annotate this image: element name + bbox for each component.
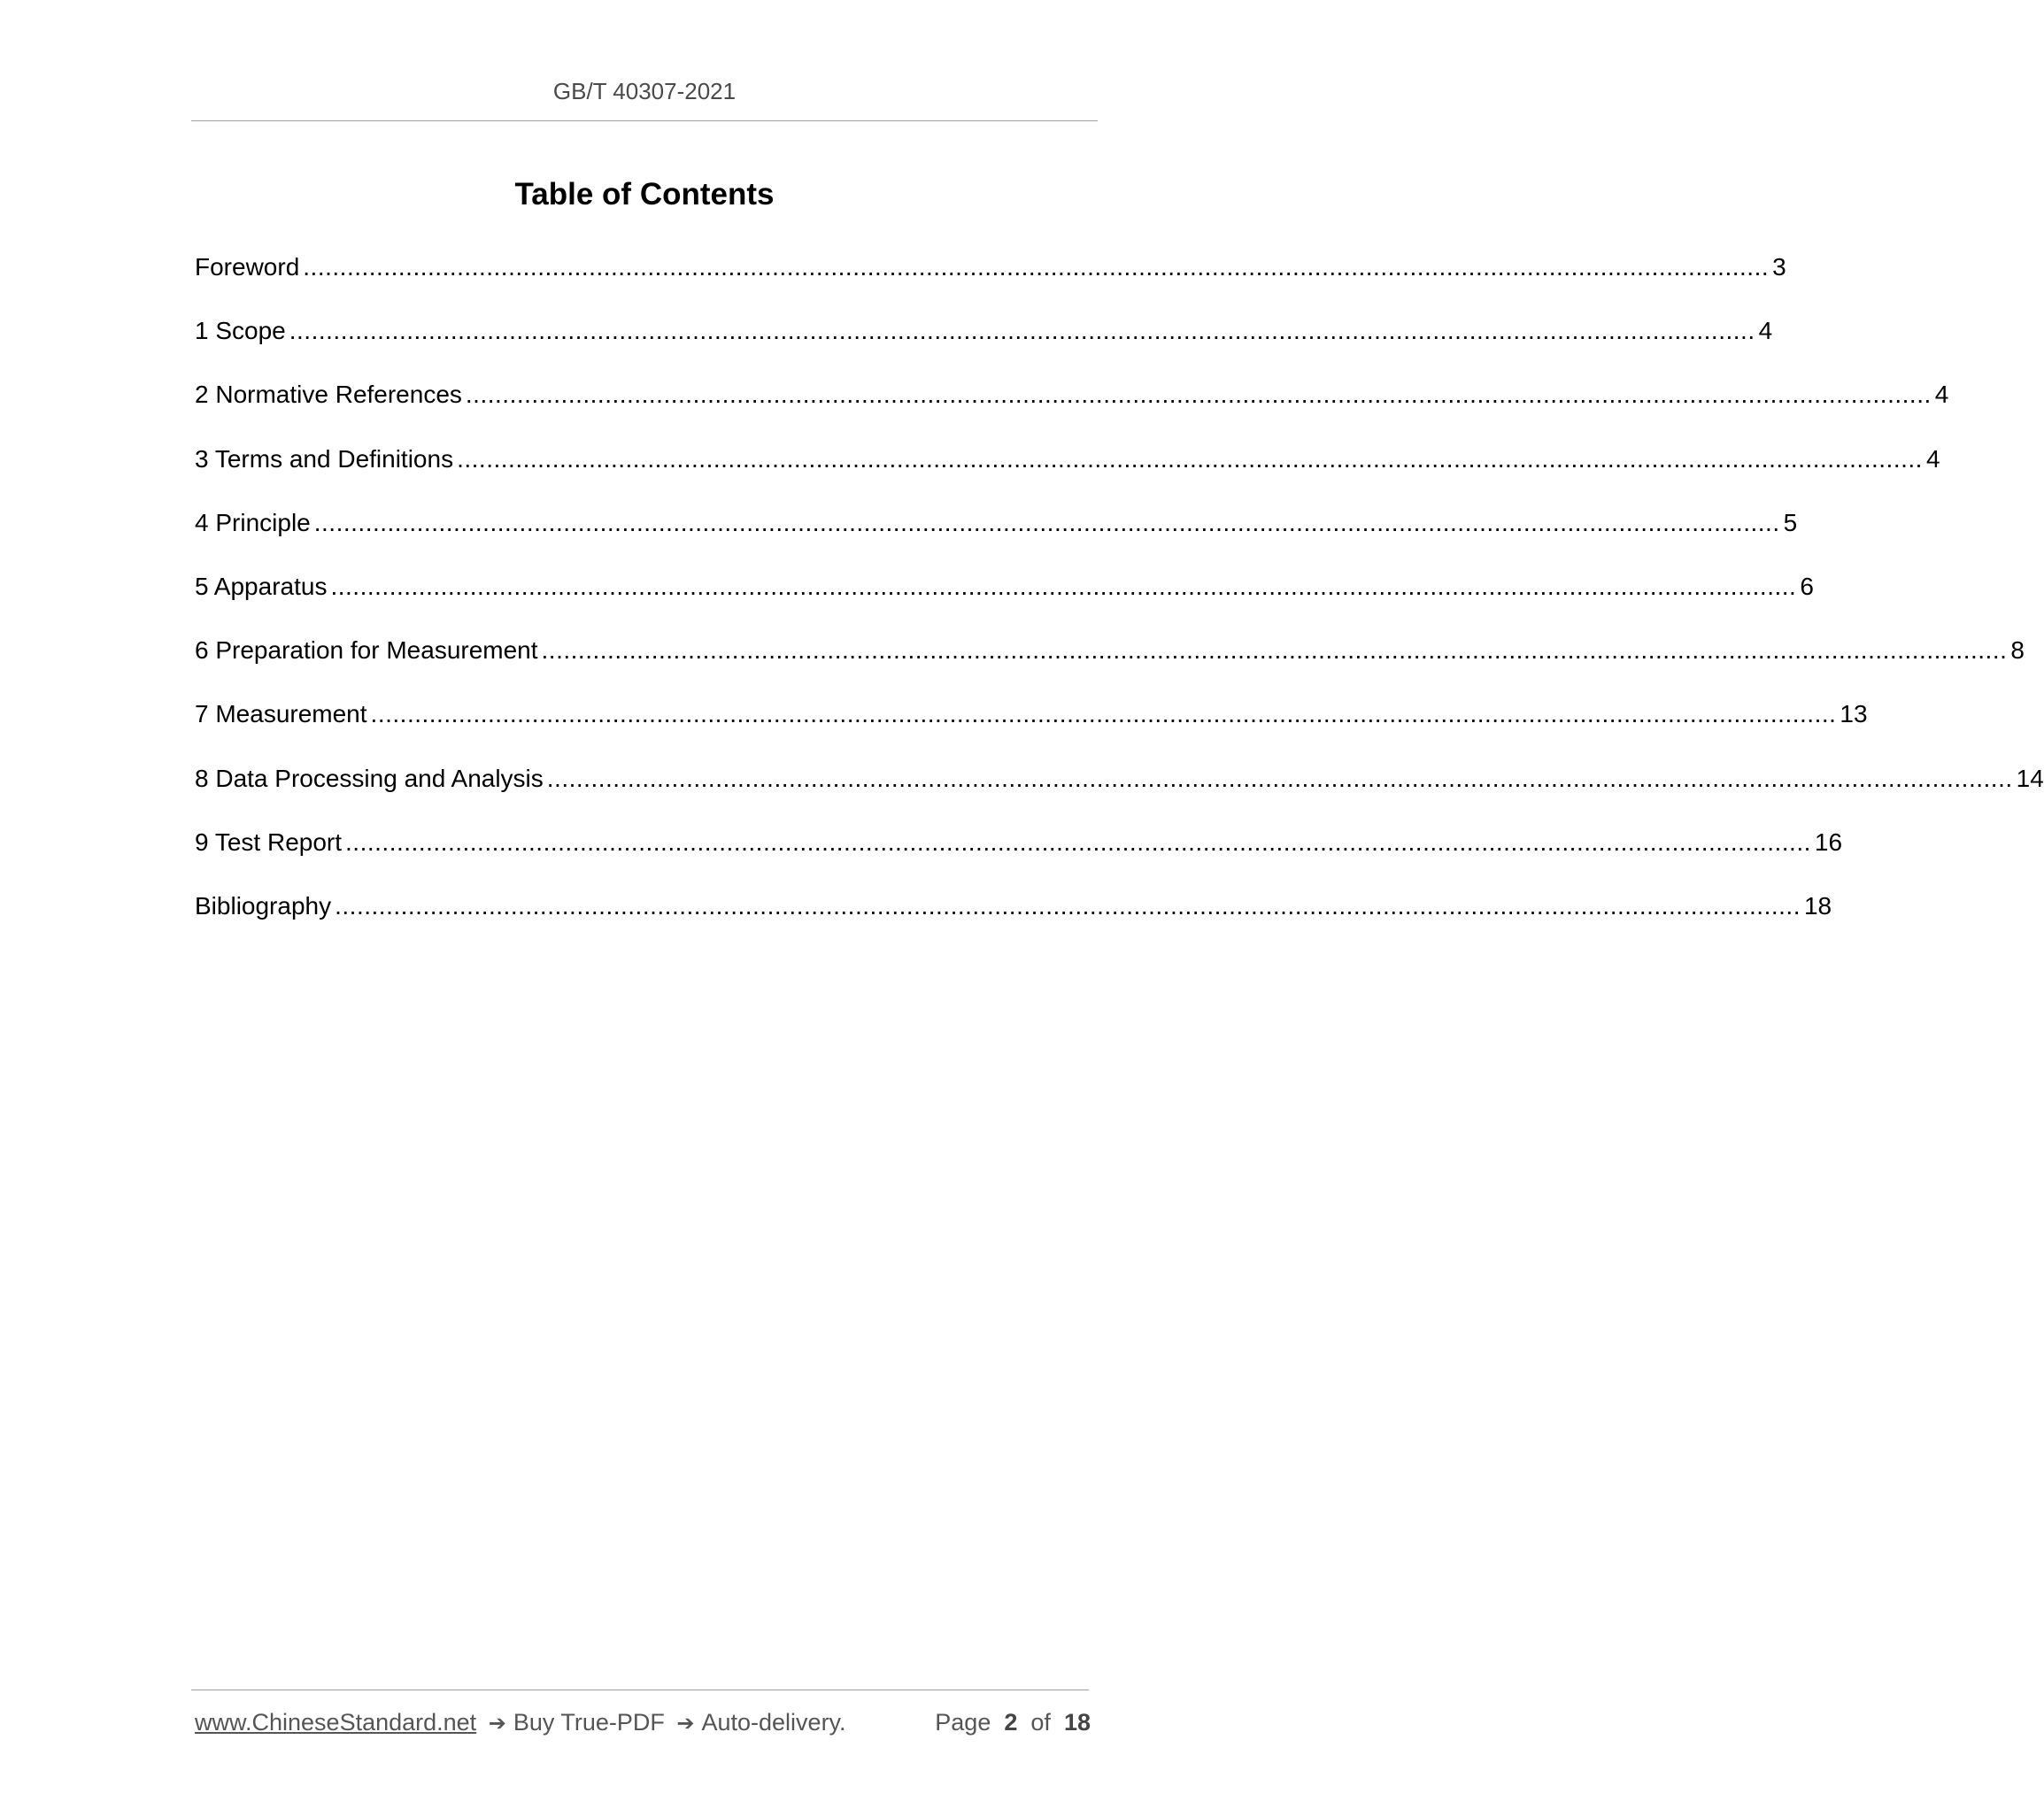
toc-entry-label[interactable]: 8 Data Processing and Analysis [195,764,544,792]
page-word: Page [935,1709,991,1736]
toc-entry-bibliography[interactable] [195,889,1832,952]
page-footer [195,1706,1091,1738]
toc-entry-label[interactable]: 6 Preparation for Measurement [195,636,538,665]
footer-promo [195,1706,846,1740]
toc-entry-normative-references[interactable] [195,377,1949,441]
dot-leader: ........................................................................................................................................................................................................ [457,444,1923,473]
of-word: of [1030,1709,1051,1736]
dot-leader: ........................................................................................................................................................................................................ [465,381,1932,409]
toc-entry-page[interactable]: 8 [2010,636,2025,665]
toc-entry-page[interactable]: 16 [1814,828,1843,856]
footer-delivery-text: Auto-delivery. [701,1709,846,1736]
page-number [935,1706,1091,1738]
dot-leader: ........................................................................................................................................................................................................ [335,891,1801,920]
toc-entry-scope[interactable] [195,313,1773,377]
toc-entry-page[interactable]: 4 [1758,317,1773,345]
toc-entry-terms-and-definitions[interactable] [195,442,1940,505]
toc-entry-page[interactable]: 4 [1925,444,1940,473]
toc-entry-label[interactable]: 1 Scope [195,317,286,345]
toc-entry-label[interactable]: Bibliography [195,891,332,920]
toc-entry-label[interactable]: Foreword [195,253,300,281]
website-link[interactable]: www.ChineseStandard.net [195,1709,477,1736]
toc-entry-label[interactable]: 4 Principle [195,508,311,536]
dot-leader: ........................................................................................................................................................................................................ [289,317,1755,345]
footer-buy-text: Buy True-PDF [513,1709,665,1736]
toc-entry-measurement[interactable] [195,697,1868,760]
toc-entry-page[interactable]: 4 [1934,381,1949,409]
running-header: GB/T 40307-2021 [552,78,737,104]
toc-entry-test-report[interactable] [195,825,1843,889]
toc-entry-page[interactable]: 5 [1783,508,1798,536]
right-arrow-icon: ➔ [676,1712,695,1736]
toc-entry-label[interactable]: 2 Normative References [195,381,462,409]
toc-entry-data-processing-and-analysis[interactable] [195,761,2044,825]
toc-entry-preparation-for-measurement[interactable] [195,633,2025,697]
header-divider [191,120,1098,121]
toc-entry-foreword[interactable] [195,250,1786,313]
dot-leader: ........................................................................................................................................................................................................ [303,253,1770,281]
toc-entry-principle[interactable] [195,505,1798,569]
toc-entry-label[interactable]: 3 Terms and Definitions [195,444,454,473]
dot-leader: ........................................................................................................................................................................................................ [330,572,1797,600]
total-pages-number: 18 [1063,1709,1091,1736]
toc-entry-page[interactable]: 3 [1772,253,1786,281]
dot-leader: ........................................................................................................................................................................................................ [370,700,1837,728]
dot-leader: ........................................................................................................................................................................................................ [546,764,2013,792]
toc-entry-label[interactable]: 9 Test Report [195,828,343,856]
toc-entry-page[interactable]: 18 [1803,891,1832,920]
dot-leader: ........................................................................................................................................................................................................ [313,508,1780,536]
toc-entry-apparatus[interactable] [195,569,1814,633]
toc-title: Table of Contents [514,177,775,212]
dot-leader: ........................................................................................................................................................................................................ [345,828,1811,856]
toc-entry-page[interactable]: 14 [2016,764,2044,792]
dot-leader: ........................................................................................................................................................................................................ [541,636,2008,665]
toc-entry-page[interactable]: 13 [1840,700,1868,728]
toc-list [195,250,2044,952]
right-arrow-icon: ➔ [488,1712,506,1736]
toc-entry-label[interactable]: 7 Measurement [195,700,367,728]
toc-entry-page[interactable]: 6 [1800,572,1814,600]
toc-entry-label[interactable]: 5 Apparatus [195,572,328,600]
current-page-number: 2 [1004,1709,1018,1736]
